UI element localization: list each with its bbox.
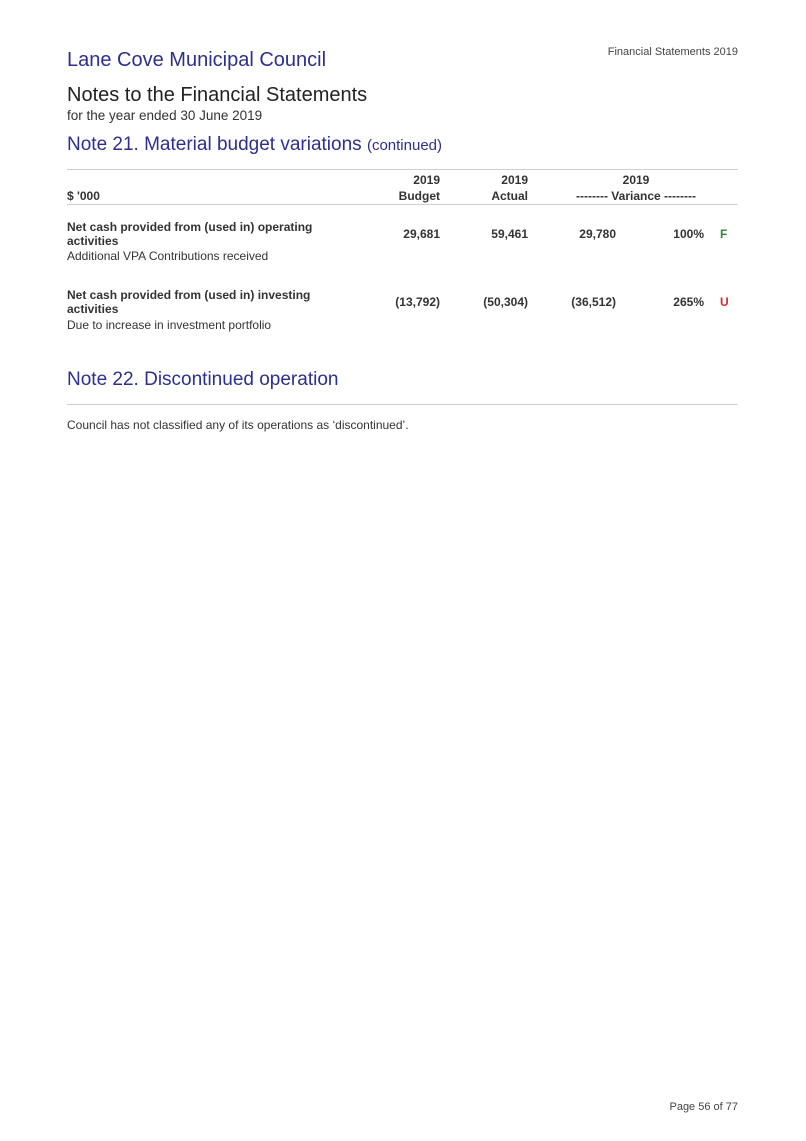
note21-title: Note 21. Material budget variations <box>67 134 362 155</box>
variance-percent: 100% <box>673 227 704 241</box>
row-description: Additional VPA Contributions received <box>67 249 269 263</box>
note21-continued: (continued) <box>366 137 442 154</box>
variance-value: 29,780 <box>579 227 616 241</box>
budget-header: Budget <box>398 189 440 203</box>
table-header-rule <box>67 204 738 205</box>
row-label: Net cash provided from (used in) operating activities <box>67 220 313 248</box>
variance-header: -------- Variance -------- <box>576 189 696 203</box>
variance-year-header: 2019 <box>622 173 650 187</box>
row-label: Net cash provided from (used in) investing activities <box>67 288 311 316</box>
note22-rule <box>67 404 738 405</box>
note22-text: Council has not classified any of its operations as ‘discontinued’. <box>67 418 409 432</box>
page-number: Page 56 of 77 <box>669 1101 738 1113</box>
row-description: Due to increase in investment portfolio <box>67 318 272 332</box>
note21-heading <box>67 134 442 156</box>
actual-header: Actual <box>491 189 528 203</box>
budget-value: (13,792) <box>395 295 440 309</box>
actual-value: 59,461 <box>491 227 528 241</box>
budget-year-header: 2019 <box>413 173 440 187</box>
note22-title: Note 22. Discontinued operation <box>67 369 339 390</box>
document-label: Financial Statements 2019 <box>607 46 738 58</box>
council-name: Lane Cove Municipal Council <box>67 49 327 71</box>
unit-label: $ '000 <box>67 189 100 203</box>
variance-value: (36,512) <box>571 295 616 309</box>
actual-year-header: 2019 <box>501 173 528 187</box>
unfavourable-flag: U <box>720 295 729 309</box>
page-title: Notes to the Financial Statements <box>67 84 368 106</box>
period-subtitle: for the year ended 30 June 2019 <box>67 108 263 123</box>
budget-value: 29,681 <box>403 227 440 241</box>
favourable-flag: F <box>720 227 728 241</box>
variance-percent: 265% <box>673 295 704 309</box>
note21-top-rule <box>67 169 738 170</box>
actual-value: (50,304) <box>483 295 528 309</box>
